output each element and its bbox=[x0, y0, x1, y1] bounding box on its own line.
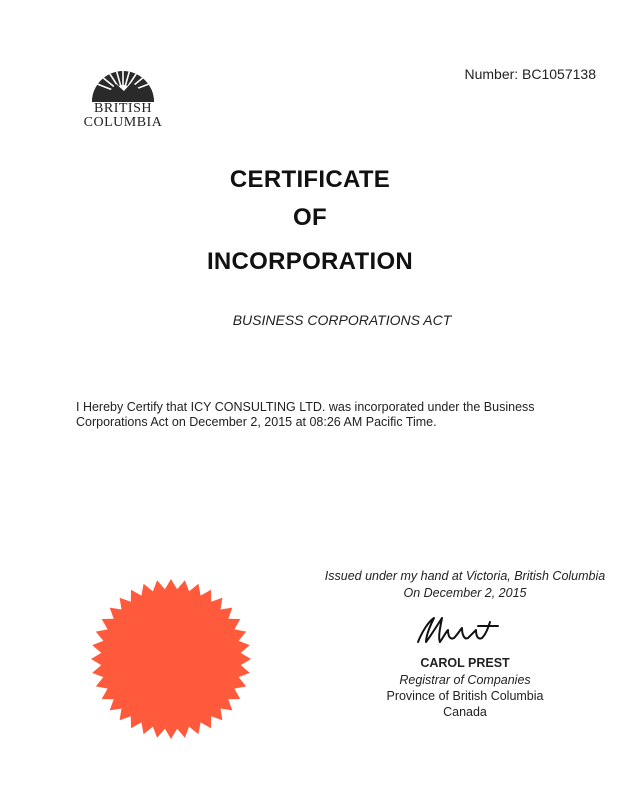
logo-text-british: BRITISH bbox=[94, 101, 152, 116]
act-name: BUSINESS CORPORATIONS ACT bbox=[232, 312, 452, 328]
certification-text: I Hereby Certify that ICY CONSULTING LTD. was incorporated under the Business Corporations Act on December 2, 2015 at 08:26 AM Pacific Time. bbox=[76, 400, 535, 429]
starburst-seal-icon bbox=[88, 576, 254, 742]
registrar-country: Canada bbox=[443, 705, 487, 719]
registrar-title: Registrar of Companies bbox=[399, 673, 531, 687]
registrar-province: Province of British Columbia bbox=[386, 689, 544, 703]
signature bbox=[412, 612, 502, 648]
registrar-name: CAROL PREST bbox=[420, 656, 510, 670]
issued-line-1: Issued under my hand at Victoria, British Columbia bbox=[324, 569, 606, 583]
logo-text-columbia: COLUMBIA bbox=[83, 115, 163, 130]
certificate-number: Number: BC1057138 bbox=[464, 66, 596, 82]
bc-sunburst-mountain-icon bbox=[90, 62, 156, 102]
issued-line-2: On December 2, 2015 bbox=[403, 586, 527, 600]
title-line-2: OF bbox=[293, 204, 327, 231]
bc-logo bbox=[80, 62, 166, 130]
title-line-1: CERTIFICATE bbox=[229, 166, 391, 193]
title-line-3: INCORPORATION bbox=[206, 248, 414, 275]
